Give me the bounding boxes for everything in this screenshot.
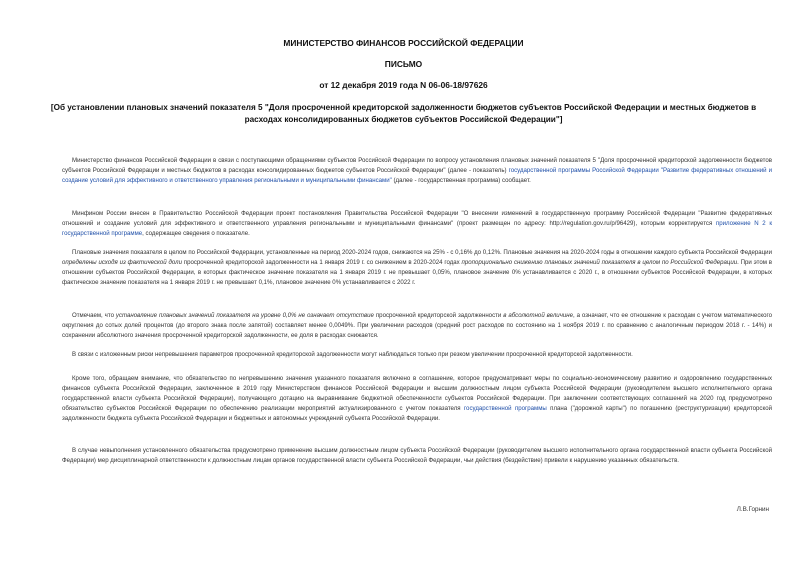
document-subject: [Об установлении плановых значений показателя 5 "Доля просроченной кредиторской задолженности бюджетов субъектов Российской Федерации и местных бюджетов в расходах консолидированных бюджетов субъектов Российской Федерации"]	[50, 103, 757, 124]
document-date-number: от 12 декабря 2019 года N 06-06-18/97626	[319, 80, 488, 90]
paragraph-7: В случае невыполнения установленного обязательства предусмотрено применение высшим должностным лицом субъекта Российской Федерации (руководителем высшего исполнительного органа государственной власти субъекта Российской Федерации) мер дисциплинарной ответственности к должностным лицам органов государственной власти субъекта Российской Федерации, чьи действия (бездействие) привели к нарушению указанных обязательств.	[62, 447, 772, 465]
state-program-link-2[interactable]: государственной программы	[463, 405, 547, 413]
state-program-link[interactable]: государственной программы Российской Федерации "Развитие федеративных отношений и создание условий для эффективного и ответственного управления региональными и муниципальными финансами"	[62, 167, 773, 185]
ministry-heading: МИНИСТЕРСТВО ФИНАНСОВ РОССИЙСКОЙ ФЕДЕРАЦИИ	[283, 38, 524, 48]
paragraph-4: Отмечаем, что установление плановых значений показателя на уровне 0,0% не означает отсутствие просроченной кредиторской задолженности в абсолютной величине, а означает, что ее отношение к расходам с учетом математического округления до сотых долей процентов (до второго знака после запятой) составляет менее 0,0049%. При увеличении расходов (средний рост расходов по состоянию на 1 ноября 2019 г. по сравнению с аналогичным периодом 2018 г. - 14%) и сохранении абсолютного значения просроченной кредиторской задолженности, ее доля в расходах снижается.	[62, 312, 772, 340]
paragraph-3: Плановые значения показателя в целом по Российской Федерации, установленные на период 2020-2024 годов, снижаются на 25% - с 0,16% до 0,12%. Плановые значения на 2020-2024 годы в отношении каждого субъекта Российской Федерации определены исходя из фактической доли просроченной кредиторской задолженности на 1 января 2019 г. со снижением в 2020-2024 годах пропорционально снижению плановых значений показателя в целом по Российской Федерации. При этом в отношении субъектов Российской Федерации, в которых фактическое значение показателя на 1 января 2019 г. не превышает 0,05%, плановое значение 0% устанавливается с 2020 г., в отношении субъектов Российской Федерации, в которых фактическое значение показателя на 1 января 2019 г. не превышает 0,1%, плановое значение 0% устанавливается с 2022 г.	[62, 249, 772, 287]
paragraph-5: В связи с изложенным риски непревышения параметров просроченной кредиторской задолженности могут наблюдаться только при резком увеличении просроченной кредиторской задолженности.	[72, 351, 633, 358]
paragraph-2: Минфином России внесен в Правительство Российской Федерации проект постановления Правительства Российской Федерации "О внесении изменений в государственную программу Российской Федерации "Развитие федеративных отношений и создание условий для эффективного и ответственного управления региональными и муниципальными финансами" (проект размещен по адресу: http://regulation.gov.ru/p/96429), которым корректируется приложение N 2 к государственной программе, содержащее сведения о показателе.	[62, 210, 772, 238]
signature: Л.В.Горнин	[736, 506, 769, 513]
document-type: ПИСЬМО	[384, 59, 423, 69]
paragraph-1: Министерство финансов Российской Федерации в связи с поступающими обращениями субъектов Российской Федерации по вопросу установления плановых значений показателя 5 "Доля просроченной кредиторской задолженности бюджетов субъектов Российской Федерации и местных бюджетов в расходах консолидированных бюджетов субъектов Российской Федерации" (далее - показатель) государственной программы Российской Федерации "Развитие федеративных отношений и создание условий для эффективного и ответственного управления региональными и муниципальными финансами" (далее - государственная программа) сообщает.	[62, 157, 773, 185]
appendix-link[interactable]: приложение N 2 к государственной программе	[62, 220, 772, 238]
paragraph-6: Кроме того, обращаем внимание, что обязательство по непревышению значения указанного показателя включено в соглашение, которое предусматривает меры по социально-экономическому развитию и оздоровлению государственных финансов субъекта Российской Федерации, заключенное в 2019 году Министерством финансов Российской Федерации и высшим должностным лицом субъекта Российской Федерации (руководителем высшего исполнительного органа государственной власти субъекта Российской Федерации), получающего дотацию на выравнивание бюджетной обеспеченности субъектов Российской Федерации. При заключении соответствующих соглашений на 2020 год предусмотрено обязательство субъектов Российской Федерации по обеспечению реализации мероприятий актуализированного с учетом показателя государственной программы плана ("дорожной карты") по погашению (реструктуризации) кредиторской задолженности бюджета субъекта Российской Федерации и бюджетных и автономных учреждений субъекта Российской Федерации.	[62, 375, 772, 423]
